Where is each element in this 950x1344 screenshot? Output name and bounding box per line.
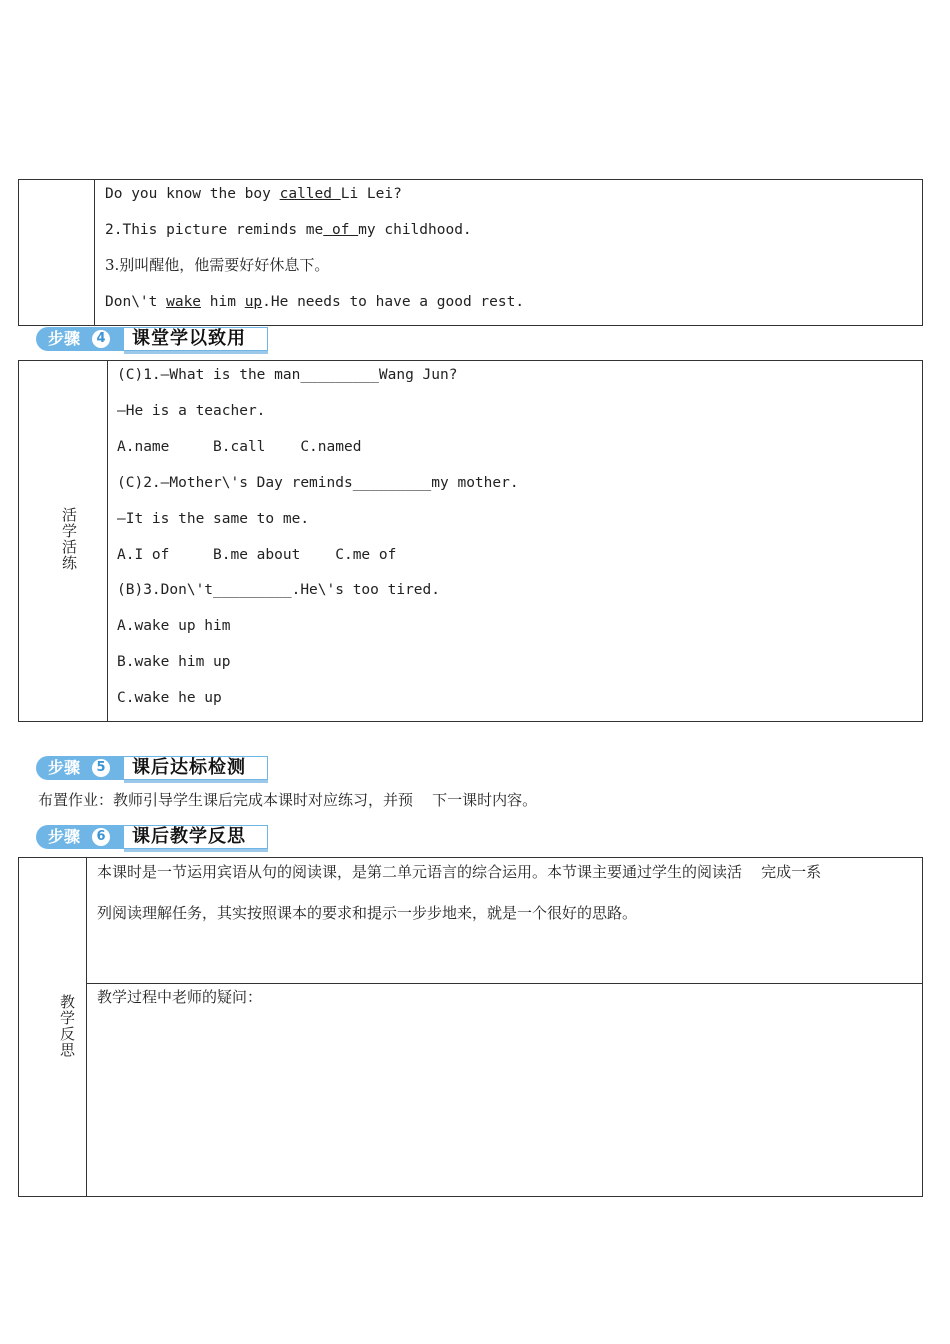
practice-line-5: —It is the same to me.	[117, 511, 310, 527]
practice-line-7: (B)3.Don\'t_________.He\'s too tired.	[117, 582, 441, 598]
top-line-2: 2.This picture reminds me of my childhood.	[105, 222, 472, 238]
step-number: 5	[92, 759, 110, 777]
step-badge: 步骤 4	[36, 327, 124, 351]
step-4-header	[36, 325, 276, 355]
practice-line-10: C.wake he up	[117, 690, 222, 706]
column-divider	[86, 858, 87, 1196]
top-table	[18, 179, 923, 326]
practice-line-4: (C)2.—Mother\'s Day reminds_________my mother.	[117, 475, 519, 491]
step-title: 课后达标检测	[124, 756, 268, 780]
reflection-table	[18, 857, 923, 1197]
reflection-side-label: 教学反思	[58, 994, 76, 1058]
practice-line-6: A.I of B.me about C.me of	[117, 547, 397, 563]
column-divider	[94, 180, 95, 325]
row-divider	[86, 983, 922, 984]
reflection-line-2: 列阅读理解任务，其实按照课本的要求和提示一步步地来，就是一个很好的思路。	[97, 904, 638, 922]
practice-line-9: B.wake him up	[117, 654, 231, 670]
step-title: 课后教学反思	[124, 825, 268, 849]
homework-text: 布置作业：教师引导学生课后完成本课时对应练习，并预 下一课时内容。	[38, 791, 538, 809]
step-number: 4	[92, 330, 110, 348]
step-badge: 步骤 5	[36, 756, 124, 780]
practice-line-2: —He is a teacher.	[117, 403, 266, 419]
teacher-questions-label: 教学过程中老师的疑问：	[97, 988, 263, 1006]
practice-line-3: A.name B.call C.named	[117, 439, 362, 455]
practice-line-1: (C)1.—What is the man_________Wang Jun?	[117, 367, 458, 383]
step-6-header	[36, 823, 276, 853]
step-number: 6	[92, 828, 110, 846]
top-line-1: Do you know the boy called Li Lei?	[105, 186, 402, 202]
column-divider	[107, 361, 108, 721]
top-line-4: Don\'t wake him up.He needs to have a good rest.	[105, 294, 525, 310]
practice-side-label: 活学活练	[60, 507, 78, 571]
practice-line-8: A.wake up him	[117, 618, 231, 634]
practice-table	[18, 360, 923, 722]
top-line-3: 3.别叫醒他，他需要好好休息下。	[105, 256, 330, 274]
step-badge: 步骤 6	[36, 825, 124, 849]
step-title: 课堂学以致用	[124, 327, 268, 351]
reflection-line-1: 本课时是一节运用宾语从句的阅读课，是第二单元语言的综合运用。本节课主要通过学生的阅读活 完成一系	[97, 863, 822, 881]
step-5-header	[36, 754, 276, 784]
